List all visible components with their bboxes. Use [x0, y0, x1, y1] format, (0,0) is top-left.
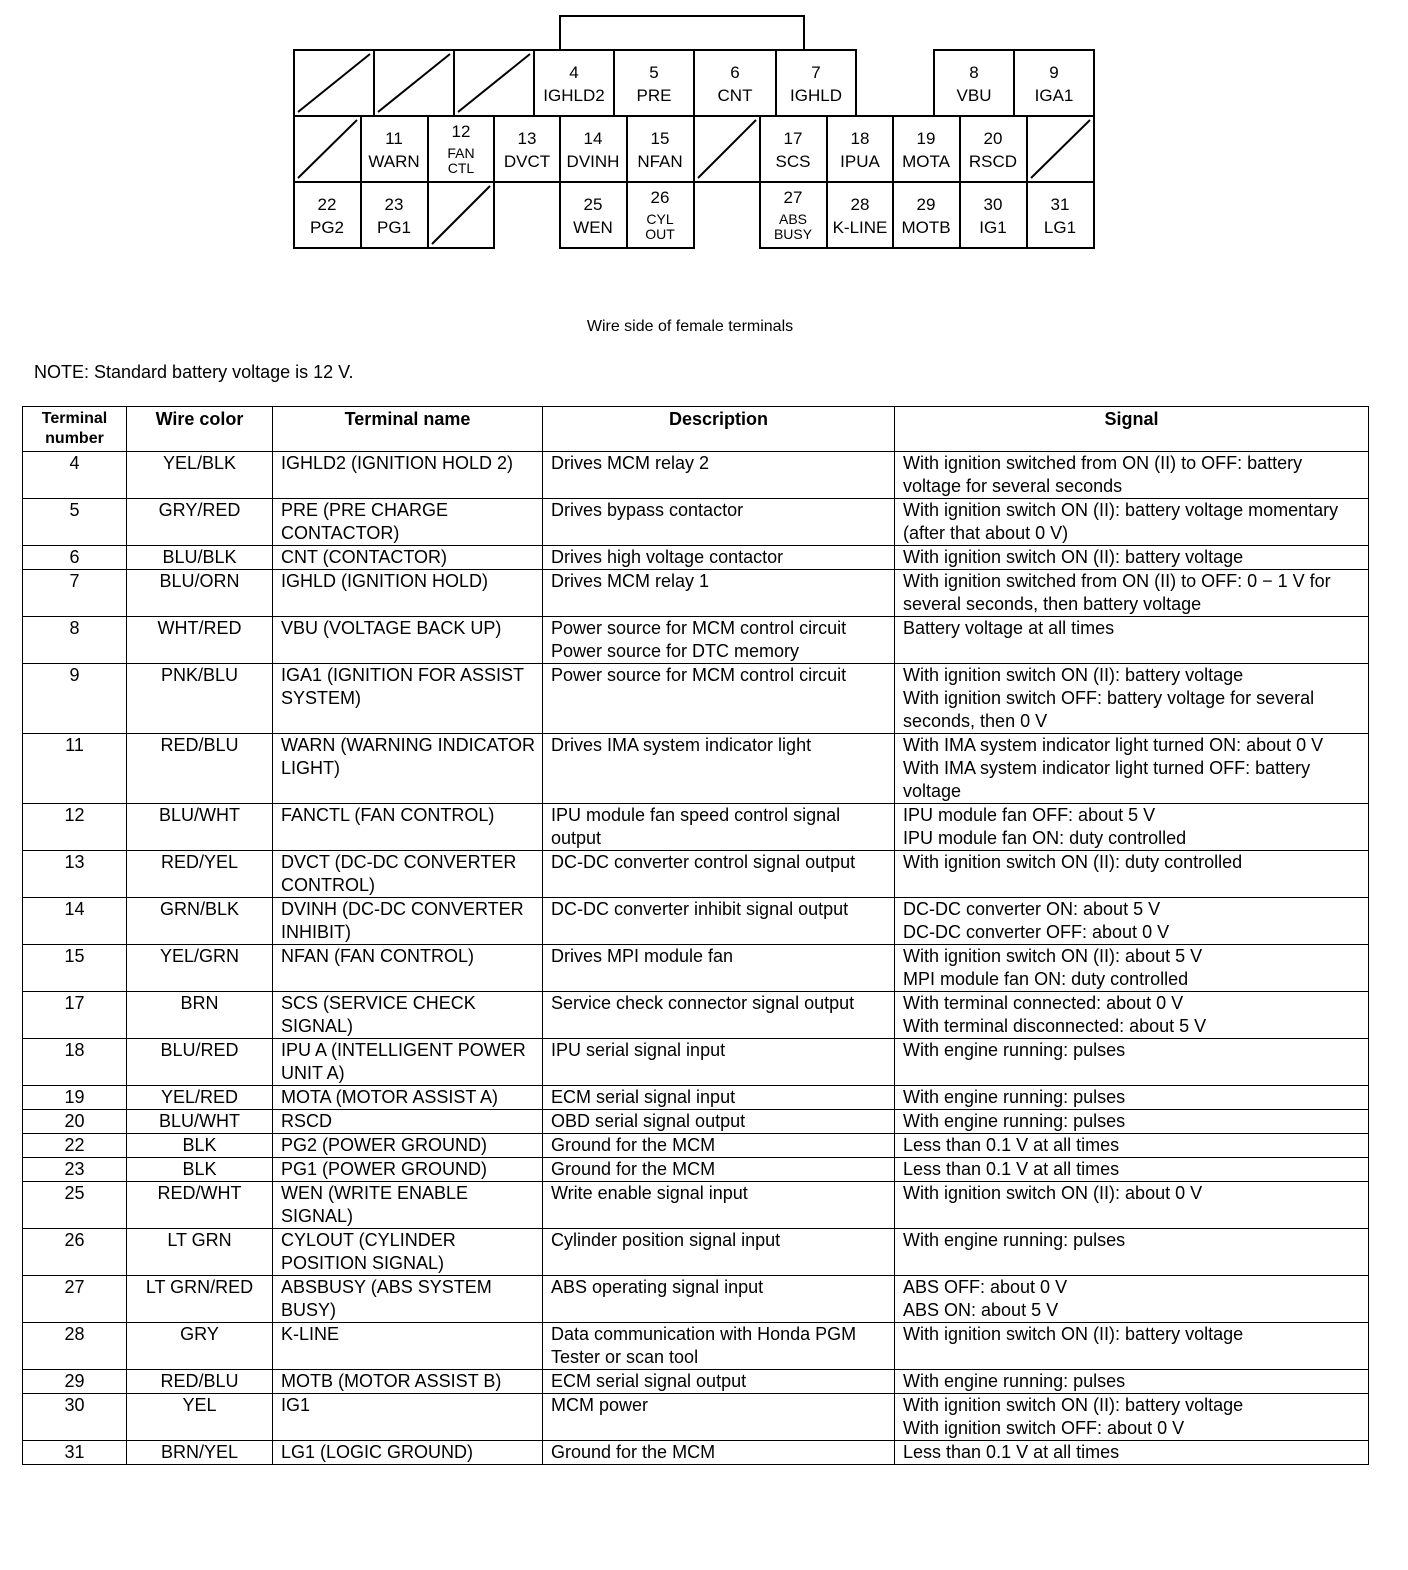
- signal-line: With ignition switch ON (II): battery voltage: [903, 547, 1244, 567]
- header-signal: Signal: [895, 407, 1369, 452]
- terminal-number-cell: 9: [23, 664, 127, 734]
- terminal-signal-label: IG1: [979, 218, 1007, 237]
- terminal-signal-label: DVINH: [566, 152, 620, 171]
- terminal-number-cell: 8: [23, 617, 127, 664]
- wire-color-cell: BRN: [127, 992, 273, 1039]
- table-header-row: [23, 407, 1369, 452]
- description-line: Power source for MCM control circuit: [551, 665, 847, 685]
- signal-line: With ignition switch ON (II): battery voltage: [903, 665, 1244, 685]
- signal-cell: [895, 945, 1369, 992]
- terminal-number-cell: 20: [23, 1110, 127, 1134]
- signal-cell: [895, 1441, 1369, 1465]
- wire-color-cell: WHT/RED: [127, 617, 273, 664]
- description-cell: [543, 664, 895, 734]
- terminal-name-cell: IPU A (INTELLIGENT POWER UNIT A): [273, 1039, 543, 1086]
- description-line: Drives bypass contactor: [551, 500, 744, 520]
- wire-color-cell: RED/WHT: [127, 1182, 273, 1229]
- wire-color-cell: BLU/WHT: [127, 804, 273, 851]
- terminal-name-cell: MOTA (MOTOR ASSIST A): [273, 1086, 543, 1110]
- description-cell: [543, 1182, 895, 1229]
- signal-line: With terminal connected: about 0 V: [903, 993, 1184, 1013]
- wire-color-cell: YEL/BLK: [127, 452, 273, 499]
- terminal-number-cell: 15: [23, 945, 127, 992]
- table-row: [23, 734, 1369, 804]
- description-cell: [543, 1039, 895, 1086]
- signal-cell: [895, 734, 1369, 804]
- terminal-name-cell: RSCD: [273, 1110, 543, 1134]
- signal-cell: [895, 1182, 1369, 1229]
- description-cell: [543, 734, 895, 804]
- terminal-signal-label: DVCT: [503, 152, 551, 171]
- terminal-number-label: 15: [650, 129, 670, 148]
- description-line: Service check connector signal output: [551, 993, 855, 1013]
- signal-line: With engine running: pulses: [903, 1371, 1126, 1391]
- terminal-number-label: 29: [916, 195, 936, 214]
- signal-line: ABS OFF: about 0 V: [903, 1277, 1068, 1297]
- signal-line: With ignition switch ON (II): battery voltage momentary (after that about 0 V): [903, 500, 1339, 543]
- connector-diagram: [0, 0, 1408, 300]
- signal-line: With engine running: pulses: [903, 1040, 1126, 1060]
- wire-color-cell: BLU/WHT: [127, 1110, 273, 1134]
- terminal-signal-label: MOTB: [901, 218, 951, 237]
- terminal-signal-label: IGA1: [1034, 86, 1074, 105]
- terminal-signal-label: SCS: [775, 152, 811, 171]
- signal-cell: [895, 992, 1369, 1039]
- terminal-number-label: 7: [811, 63, 821, 82]
- description-cell: [543, 570, 895, 617]
- signal-cell: [895, 1229, 1369, 1276]
- terminal-signal-label: CYL: [646, 211, 674, 227]
- terminal-number-cell: 5: [23, 499, 127, 546]
- signal-cell: [895, 1086, 1369, 1110]
- header-terminal-number: Terminal number: [23, 407, 127, 452]
- signal-cell: [895, 1158, 1369, 1182]
- terminal-signal-label: ABS: [778, 211, 808, 227]
- wire-color-cell: BLK: [127, 1134, 273, 1158]
- description-line: ECM serial signal input: [551, 1087, 736, 1107]
- wire-color-cell: GRY/RED: [127, 499, 273, 546]
- terminal-signal-label: PRE: [636, 86, 672, 105]
- terminal-number-cell: 13: [23, 851, 127, 898]
- table-row: [23, 1134, 1369, 1158]
- table-row: [23, 1086, 1369, 1110]
- terminal-name-cell: WEN (WRITE ENABLE SIGNAL): [273, 1182, 543, 1229]
- terminal-number-cell: 14: [23, 898, 127, 945]
- terminal-number-cell: 22: [23, 1134, 127, 1158]
- table-row: [23, 992, 1369, 1039]
- header-wire-color: Wire color: [127, 407, 273, 452]
- wire-color-cell: LT GRN: [127, 1229, 273, 1276]
- signal-line: With ignition switch ON (II): about 5 V: [903, 946, 1203, 966]
- description-line: IPU module fan speed control signal output: [551, 805, 841, 848]
- terminal-signal-label: PG1: [376, 218, 412, 237]
- terminal-number-label: 28: [850, 195, 870, 214]
- description-line: Write enable signal input: [551, 1183, 748, 1203]
- description-line: OBD serial signal output: [551, 1111, 746, 1131]
- terminal-name-cell: MOTB (MOTOR ASSIST B): [273, 1370, 543, 1394]
- description-line: Power source for DTC memory: [551, 641, 800, 661]
- description-line: Ground for the MCM: [551, 1159, 716, 1179]
- signal-cell: [895, 570, 1369, 617]
- terminal-name-cell: PG2 (POWER GROUND): [273, 1134, 543, 1158]
- terminal-number-cell: 19: [23, 1086, 127, 1110]
- signal-line: With ignition switch OFF: battery voltage for several seconds, then 0 V: [903, 688, 1315, 731]
- description-cell: [543, 1158, 895, 1182]
- signal-line: With ignition switch ON (II): about 0 V: [903, 1183, 1203, 1203]
- signal-cell: [895, 499, 1369, 546]
- description-line: Cylinder position signal input: [551, 1230, 781, 1250]
- terminal-number-label: 25: [583, 195, 603, 214]
- table-row: [23, 851, 1369, 898]
- terminal-signal-label: LG1: [1043, 218, 1077, 237]
- signal-cell: [895, 898, 1369, 945]
- description-line: Drives MPI module fan: [551, 946, 734, 966]
- wire-color-cell: YEL/RED: [127, 1086, 273, 1110]
- wire-color-cell: GRY: [127, 1323, 273, 1370]
- signal-cell: [895, 1394, 1369, 1441]
- terminal-name-cell: LG1 (LOGIC GROUND): [273, 1441, 543, 1465]
- terminal-signal-label: IGHLD2: [543, 86, 605, 105]
- signal-line: Less than 0.1 V at all times: [903, 1442, 1120, 1462]
- terminal-name-cell: FANCTL (FAN CONTROL): [273, 804, 543, 851]
- terminal-number-cell: 27: [23, 1276, 127, 1323]
- terminal-number-cell: 30: [23, 1394, 127, 1441]
- description-cell: [543, 1394, 895, 1441]
- terminal-number-label: 30: [983, 195, 1003, 214]
- terminal-name-cell: PG1 (POWER GROUND): [273, 1158, 543, 1182]
- terminal-number-label: 12: [451, 122, 471, 141]
- signal-cell: [895, 1276, 1369, 1323]
- table-row: [23, 804, 1369, 851]
- description-line: MCM power: [551, 1395, 649, 1415]
- terminal-number-cell: 31: [23, 1441, 127, 1465]
- terminal-number-cell: 29: [23, 1370, 127, 1394]
- description-cell: [543, 851, 895, 898]
- terminal-name-cell: PRE (PRE CHARGE CONTACTOR): [273, 499, 543, 546]
- description-line: Data communication with Honda PGM Tester or scan tool: [551, 1324, 857, 1367]
- description-cell: [543, 898, 895, 945]
- signal-line: IPU module fan ON: duty controlled: [903, 828, 1187, 848]
- description-line: Drives MCM relay 2: [551, 453, 710, 473]
- wire-color-cell: RED/BLU: [127, 1370, 273, 1394]
- description-cell: [543, 617, 895, 664]
- terminal-number-label: 13: [517, 129, 537, 148]
- terminal-number-cell: 6: [23, 546, 127, 570]
- wire-color-cell: BLU/RED: [127, 1039, 273, 1086]
- signal-line: ABS ON: about 5 V: [903, 1300, 1059, 1320]
- description-line: Drives IMA system indicator light: [551, 735, 812, 755]
- wire-color-cell: YEL: [127, 1394, 273, 1441]
- description-line: ABS operating signal input: [551, 1277, 764, 1297]
- terminal-number-label: 4: [569, 63, 579, 82]
- terminal-name-cell: IGHLD2 (IGNITION HOLD 2): [273, 452, 543, 499]
- signal-line: With terminal disconnected: about 5 V: [903, 1016, 1207, 1036]
- terminal-number-label: 14: [583, 129, 603, 148]
- table-row: [23, 1182, 1369, 1229]
- terminal-name-cell: VBU (VOLTAGE BACK UP): [273, 617, 543, 664]
- wire-color-cell: BLK: [127, 1158, 273, 1182]
- signal-cell: [895, 452, 1369, 499]
- description-cell: [543, 1441, 895, 1465]
- wire-color-cell: BRN/YEL: [127, 1441, 273, 1465]
- signal-cell: [895, 546, 1369, 570]
- signal-line: With ignition switch OFF: about 0 V: [903, 1418, 1185, 1438]
- terminal-number-label: 6: [730, 63, 740, 82]
- terminal-name-cell: IG1: [273, 1394, 543, 1441]
- signal-cell: [895, 1110, 1369, 1134]
- terminal-number-label: 18: [850, 129, 870, 148]
- wire-color-cell: BLU/BLK: [127, 546, 273, 570]
- terminal-number-cell: 11: [23, 734, 127, 804]
- terminal-name-cell: IGA1 (IGNITION FOR ASSIST SYSTEM): [273, 664, 543, 734]
- table-row: [23, 546, 1369, 570]
- terminal-number-label: 31: [1050, 195, 1070, 214]
- terminal-signal-label: IGHLD: [790, 86, 842, 105]
- signal-line: Battery voltage at all times: [903, 618, 1115, 638]
- description-cell: [543, 1086, 895, 1110]
- terminal-table: [22, 406, 1369, 1465]
- signal-line: With ignition switched from ON (II) to OFF: 0 − 1 V for several seconds, then battery voltage: [903, 571, 1331, 614]
- description-line: Ground for the MCM: [551, 1442, 716, 1462]
- terminal-signal-label: CNT: [717, 86, 753, 105]
- terminal-signal-label: WARN: [368, 152, 420, 171]
- signal-line: With IMA system indicator light turned ON: about 0 V: [903, 735, 1324, 755]
- terminal-number-cell: 17: [23, 992, 127, 1039]
- signal-line: MPI module fan ON: duty controlled: [903, 969, 1189, 989]
- table-row: [23, 1229, 1369, 1276]
- description-cell: [543, 1370, 895, 1394]
- terminal-number-label: 19: [916, 129, 936, 148]
- signal-line: With ignition switched from ON (II) to OFF: battery voltage for several seconds: [903, 453, 1303, 496]
- table-row: [23, 1441, 1369, 1465]
- header-description: Description: [543, 407, 895, 452]
- signal-line: DC-DC converter ON: about 5 V: [903, 899, 1161, 919]
- table-row: [23, 1276, 1369, 1323]
- description-cell: [543, 546, 895, 570]
- signal-line: With ignition switch ON (II): duty controlled: [903, 852, 1243, 872]
- description-cell: [543, 499, 895, 546]
- signal-cell: [895, 1323, 1369, 1370]
- table-row: [23, 570, 1369, 617]
- signal-cell: [895, 1134, 1369, 1158]
- description-cell: [543, 1229, 895, 1276]
- signal-cell: [895, 664, 1369, 734]
- wire-color-cell: YEL/GRN: [127, 945, 273, 992]
- terminal-signal-label: RSCD: [968, 152, 1018, 171]
- table-row: [23, 452, 1369, 499]
- signal-line: Less than 0.1 V at all times: [903, 1135, 1120, 1155]
- table-row: [23, 1110, 1369, 1134]
- description-line: DC-DC converter control signal output: [551, 852, 856, 872]
- terminal-number-label: 17: [783, 129, 803, 148]
- description-cell: [543, 1110, 895, 1134]
- terminal-signal-label: BUSY: [773, 226, 813, 242]
- signal-cell: [895, 1370, 1369, 1394]
- terminal-number-cell: 28: [23, 1323, 127, 1370]
- table-row: [23, 617, 1369, 664]
- signal-cell: [895, 1039, 1369, 1086]
- description-cell: [543, 1276, 895, 1323]
- wire-color-cell: BLU/ORN: [127, 570, 273, 617]
- description-cell: [543, 945, 895, 992]
- signal-line: With ignition switch ON (II): battery voltage: [903, 1395, 1244, 1415]
- signal-line: IPU module fan OFF: about 5 V: [903, 805, 1156, 825]
- description-cell: [543, 452, 895, 499]
- terminal-name-cell: K-LINE: [273, 1323, 543, 1370]
- table-row: [23, 1158, 1369, 1182]
- table-row: [23, 1323, 1369, 1370]
- terminal-number-label: 27: [783, 188, 803, 207]
- description-line: ECM serial signal output: [551, 1371, 747, 1391]
- signal-line: With ignition switch ON (II): battery voltage: [903, 1324, 1244, 1344]
- terminal-number-cell: 7: [23, 570, 127, 617]
- wire-color-cell: RED/YEL: [127, 851, 273, 898]
- terminal-name-cell: IGHLD (IGNITION HOLD): [273, 570, 543, 617]
- wire-color-cell: LT GRN/RED: [127, 1276, 273, 1323]
- table-row: [23, 664, 1369, 734]
- signal-cell: [895, 851, 1369, 898]
- terminal-name-cell: ABSBUSY (ABS SYSTEM BUSY): [273, 1276, 543, 1323]
- signal-line: With engine running: pulses: [903, 1230, 1126, 1250]
- signal-cell: [895, 617, 1369, 664]
- description-cell: [543, 1134, 895, 1158]
- terminal-signal-label: CTL: [447, 160, 475, 176]
- wire-color-cell: RED/BLU: [127, 734, 273, 804]
- signal-cell: [895, 804, 1369, 851]
- terminal-signal-label: MOTA: [902, 152, 950, 171]
- terminal-number-cell: 12: [23, 804, 127, 851]
- terminal-name-cell: WARN (WARNING INDICATOR LIGHT): [273, 734, 543, 804]
- signal-line: With IMA system indicator light turned OFF: battery voltage: [903, 758, 1311, 801]
- connector-caption: Wire side of female terminals: [586, 318, 794, 335]
- terminal-signal-label: NFAN: [637, 152, 683, 171]
- terminal-name-cell: DVCT (DC-DC CONVERTER CONTROL): [273, 851, 543, 898]
- terminal-number-label: 26: [650, 188, 670, 207]
- wire-color-cell: PNK/BLU: [127, 664, 273, 734]
- signal-line: Less than 0.1 V at all times: [903, 1159, 1120, 1179]
- description-line: IPU serial signal input: [551, 1040, 726, 1060]
- table-row: [23, 945, 1369, 992]
- table-row: [23, 1039, 1369, 1086]
- terminal-number-cell: 25: [23, 1182, 127, 1229]
- terminal-signal-label: VBU: [956, 86, 992, 105]
- description-cell: [543, 1323, 895, 1370]
- terminal-name-cell: SCS (SERVICE CHECK SIGNAL): [273, 992, 543, 1039]
- description-line: Drives MCM relay 1: [551, 571, 710, 591]
- terminal-signal-label: WEN: [573, 218, 613, 237]
- terminal-number-cell: 26: [23, 1229, 127, 1276]
- description-cell: [543, 804, 895, 851]
- terminal-number-cell: 4: [23, 452, 127, 499]
- description-line: Drives high voltage contactor: [551, 547, 784, 567]
- terminal-number-label: 5: [649, 63, 659, 82]
- terminal-number-label: 23: [384, 195, 404, 214]
- description-cell: [543, 992, 895, 1039]
- table-row: [23, 898, 1369, 945]
- note-text: NOTE: Standard battery voltage is 12 V.: [34, 362, 354, 382]
- wire-color-cell: GRN/BLK: [127, 898, 273, 945]
- terminal-number-label: 8: [969, 63, 979, 82]
- terminal-number-cell: 23: [23, 1158, 127, 1182]
- terminal-number-label: 22: [317, 195, 337, 214]
- signal-line: With engine running: pulses: [903, 1087, 1126, 1107]
- terminal-number-cell: 18: [23, 1039, 127, 1086]
- table-row: [23, 1394, 1369, 1441]
- terminal-signal-label: OUT: [645, 226, 675, 242]
- signal-line: With engine running: pulses: [903, 1111, 1126, 1131]
- description-line: DC-DC converter inhibit signal output: [551, 899, 849, 919]
- table-row: [23, 499, 1369, 546]
- terminal-signal-label: PG2: [309, 218, 345, 237]
- terminal-signal-label: K-LINE: [832, 218, 888, 237]
- terminal-name-cell: CNT (CONTACTOR): [273, 546, 543, 570]
- terminal-number-label: 9: [1049, 63, 1059, 82]
- terminal-number-label: 11: [385, 129, 403, 148]
- terminal-name-cell: NFAN (FAN CONTROL): [273, 945, 543, 992]
- header-terminal-name: Terminal name: [273, 407, 543, 452]
- terminal-signal-label: IPUA: [840, 152, 880, 171]
- terminal-name-cell: DVINH (DC-DC CONVERTER INHIBIT): [273, 898, 543, 945]
- table-row: [23, 1370, 1369, 1394]
- terminal-name-cell: CYLOUT (CYLINDER POSITION SIGNAL): [273, 1229, 543, 1276]
- signal-line: DC-DC converter OFF: about 0 V: [903, 922, 1170, 942]
- description-line: Ground for the MCM: [551, 1135, 716, 1155]
- terminal-number-label: 20: [983, 129, 1003, 148]
- terminal-signal-label: FAN: [447, 145, 475, 161]
- description-line: Power source for MCM control circuit: [551, 618, 847, 638]
